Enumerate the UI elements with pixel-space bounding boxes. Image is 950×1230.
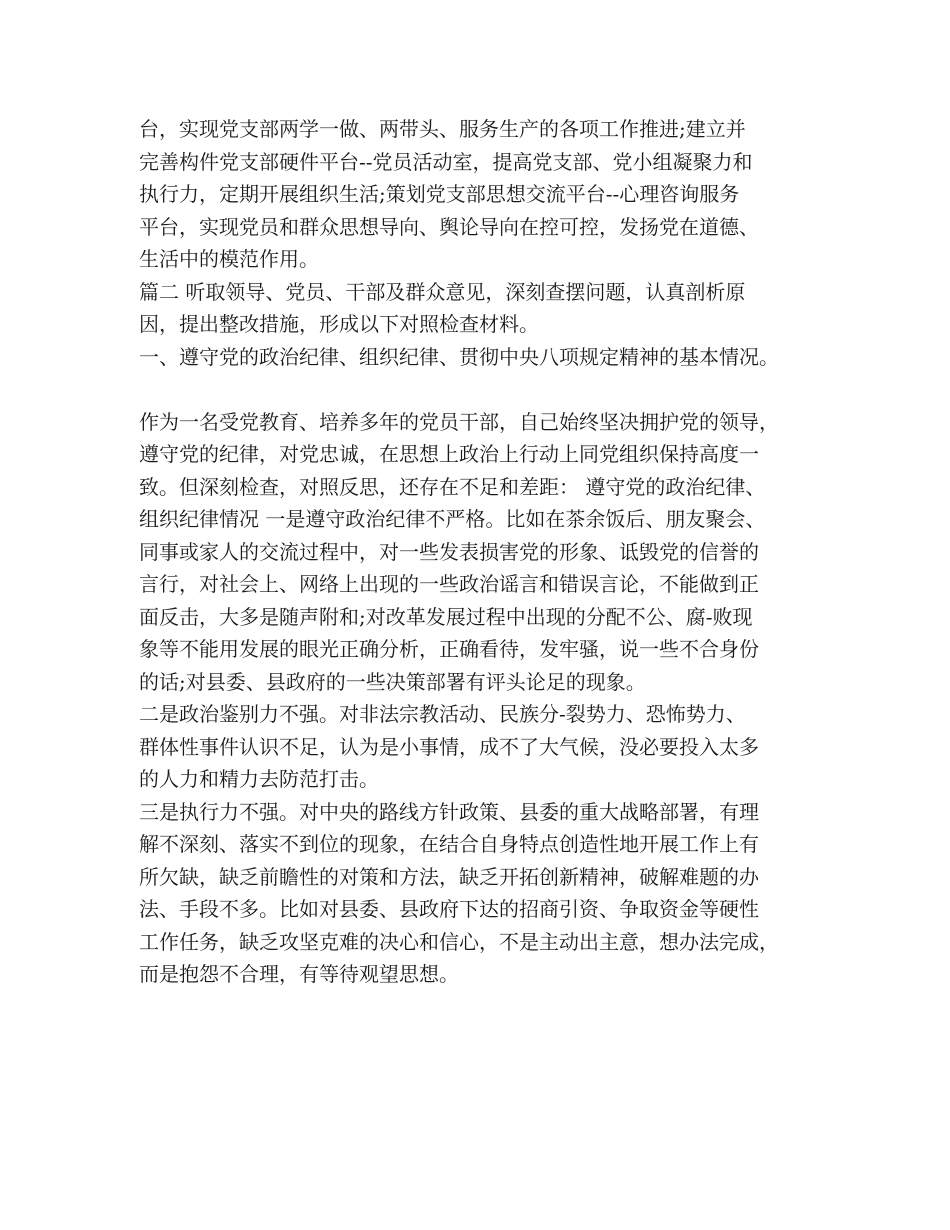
text-line: 言行，对社会上、网络上出现的一些政治谣言和错误言论，不能做到正 bbox=[139, 572, 759, 596]
text-line: 执行力，定期开展组织生活;策划党支部思想交流平台--心理咨询服务 bbox=[139, 182, 740, 206]
text-line: 象等不能用发展的眼光正确分析，正确看待，发牢骚，说一些不合身份 bbox=[139, 637, 759, 661]
text-line: 而是抱怨不合理，有等待观望思想。 bbox=[139, 962, 459, 986]
text-line: 群体性事件认识不足，认为是小事情，成不了大气候，没必要投入太多 bbox=[139, 734, 759, 759]
text-line: 所欠缺，缺乏前瞻性的对策和方法，缺乏开拓创新精神，破解难题的办 bbox=[139, 864, 759, 889]
text-line: 解不深刻、落实不到位的现象，在结合自身特点创造性地开展工作上有 bbox=[139, 832, 759, 856]
text-line: 组织纪律情况 一是遵守政治纪律不严格。比如在茶余饭后、朋友聚会、 bbox=[139, 507, 766, 531]
section-heading-line: 篇二 听取领导、党员、干部及群众意见，深刻查摆问题，认真剖析原 bbox=[139, 279, 746, 304]
text-line: 工作任务，缺乏攻坚克难的决心和信心，不是主动出主意，想办法完成， bbox=[139, 929, 779, 954]
text-line: 遵守党的纪律，对党忠诚，在思想上政治上行动上同党组织保持高度一 bbox=[139, 442, 759, 466]
text-line: 法、手段不多。比如对县委、县政府下达的招商引资、争取资金等硬性 bbox=[139, 897, 759, 921]
text-line: 二是政治鉴别力不强。对非法宗教活动、民族分-裂势力、恐怖势力、 bbox=[139, 702, 746, 726]
text-line: 的人力和精力去防范打击。 bbox=[139, 767, 379, 791]
text-line: 因，提出整改措施，形成以下对照检查材料。 bbox=[139, 312, 539, 336]
text-line: 平台，实现党员和群众思想导向、舆论导向在控可控，发扬党在道德、 bbox=[139, 214, 759, 239]
subsection-heading: 一、遵守党的政治纪律、组织纪律、贯彻中央八项规定精神的基本情况。 bbox=[139, 344, 779, 369]
text-line: 同事或家人的交流过程中，对一些发表损害党的形象、诋毁党的信誉的 bbox=[139, 539, 759, 564]
text-line: 面反击，大多是随声附和;对改革发展过程中出现的分配不公、腐-败现 bbox=[139, 604, 753, 629]
text-line: 完善构件党支部硬件平台--党员活动室，提高党支部、党小组凝聚力和 bbox=[139, 149, 753, 174]
text-line: 台，实现党支部两学一做、两带头、服务生产的各项工作推进;建立并 bbox=[139, 117, 746, 141]
text-line: 致。但深刻检查，对照反思，还存在不足和差距： 遵守党的政治纪律、 bbox=[139, 474, 766, 499]
text-line: 生活中的模范作用。 bbox=[139, 247, 319, 271]
text-line: 作为一名受党教育、培养多年的党员干部，自己始终坚决拥护党的领导， bbox=[139, 409, 779, 434]
text-line: 的话;对县委、县政府的一些决策部署有评头论足的现象。 bbox=[139, 669, 646, 694]
text-line: 三是执行力不强。对中央的路线方针政策、县委的重大战略部署，有理 bbox=[139, 799, 759, 824]
blank-line bbox=[139, 373, 839, 406]
document-body bbox=[139, 113, 839, 991]
